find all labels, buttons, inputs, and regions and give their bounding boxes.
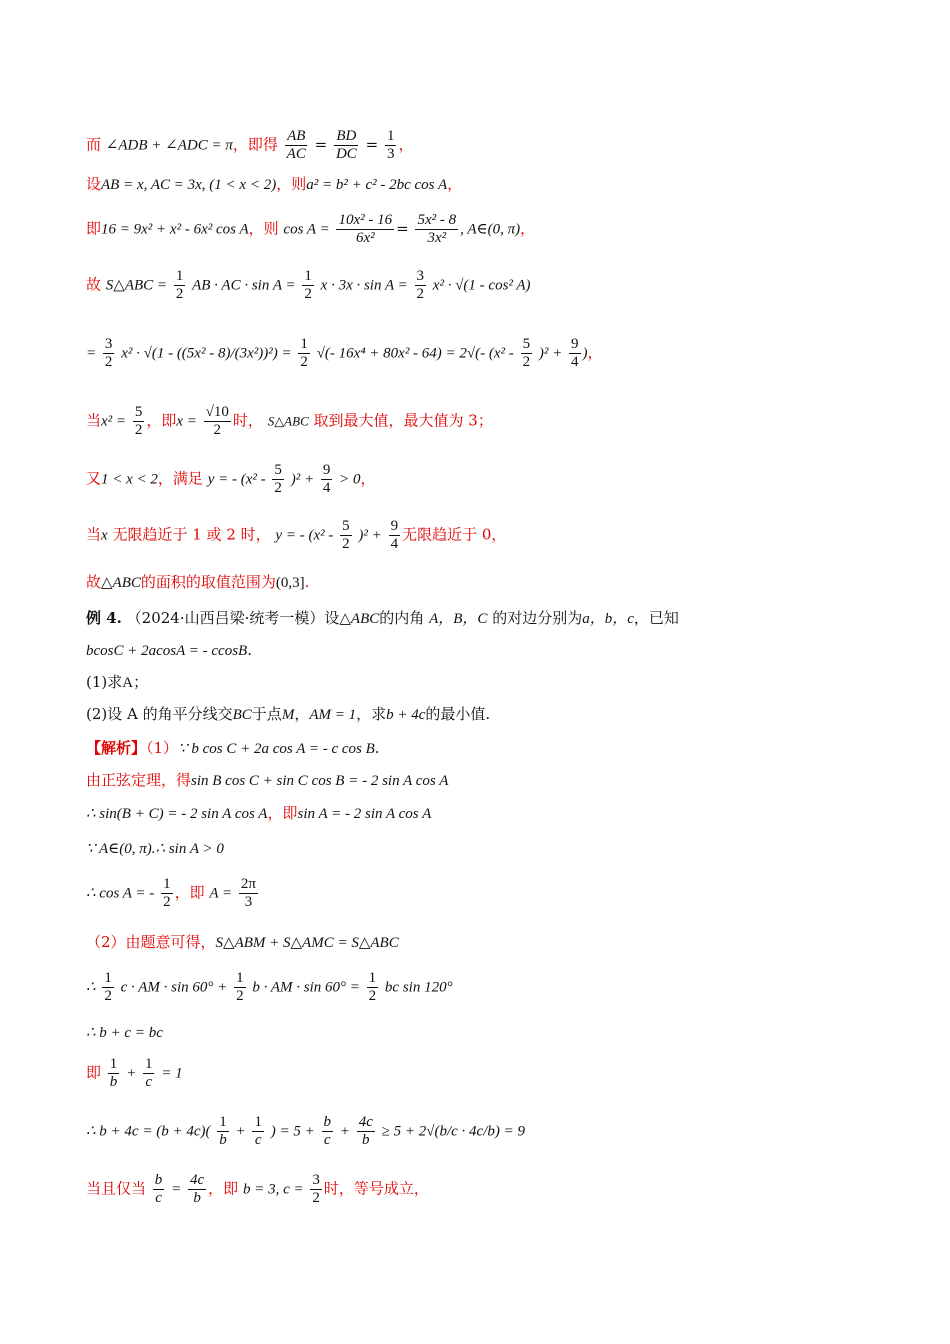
line-24: 当且仅当 $\frac{b}{c}$ = $\frac{4c}{b}$ ，即 b = 3, c = $\frac{3}{2}$ 时，等号成立， [86, 1172, 429, 1206]
line-14: 【解析】（1）∵ b cos C + 2a cos A = - c cos B. [86, 739, 380, 757]
line-3: 即16 = 9x² + x² - 6x² cos A，则 cos A = $\frac{\text{10x² - 16}}{\text{6x²}}$ = $\frac{\text{5x² - 8}}{\text{3x²}}$ , A∈(0, π)， [86, 212, 536, 246]
line-17: ∵ A∈(0, π).∴ sin A > 0 [86, 841, 224, 857]
line-8: 当x 无限趋近于 1 或 2 时， y = - (x² - $\frac{5}{2}$ )² + $\frac{9}{4}$ 无限趋近于 0， [86, 518, 507, 552]
line-23: ∴ b + 4c = (b + 4c)( $\frac{1}{b}$ + $\frac{1}{c}$ ) = 5 + $\frac{b}{c}$ + $\frac{4c}{b}$ ≥ 5 + 2√(b/c · 4c/b) = 9 [86, 1114, 525, 1148]
line-19: （2）由题意可得，S△ABM + S△AMC = S△ABC [86, 933, 399, 951]
line-2: 设AB = x, AC = 3x, (1 < x < 2)，则a² = b² + c² - 2bc cos A， [86, 175, 463, 193]
line-5: = $\frac{3}{2}$ x² · √(1 - ((5x² - 8)/(3x²))²) = $\frac{1}{2}$ √(- 16x⁴ + 80x² - 64) = 2√(- (x² - $\frac{5}{2}$ )² + $\frac{9}{4}$ )， [86, 336, 603, 370]
line-12: (1)求A； [86, 673, 149, 691]
line-9: 故△ABC的面积的取值范围为(0,3]. [86, 573, 310, 591]
line-1: 而 ∠ADB + ∠ADC = π，即得 $\frac{AB}{AC}$ = $\frac{BD}{DC}$ = $\frac{1}{3}$ ， [86, 128, 414, 162]
line-6: 当x² = $\frac{5}{2}$ ，即x = $\frac{√10}{2}$ 时， S△ABC 取到最大值，最大值为 3； [86, 404, 493, 438]
line-11: bcosC + 2acosA = - ccosB. [86, 641, 252, 659]
line-13: (2)设 A 的角平分线交BC于点M，AM = 1，求b + 4c的最小值. [86, 705, 491, 723]
line-16: ∴ sin(B + C) = - 2 sin A cos A，即sin A = - 2 sin A cos A [86, 804, 432, 822]
line-7: 又1 < x < 2，满足 y = - (x² - $\frac{5}{2}$ )² + $\frac{9}{4}$ > 0， [86, 462, 376, 496]
line-22: 即 $\frac{1}{b}$ + $\frac{1}{c}$ = 1 [86, 1056, 183, 1090]
line-15: 由正弦定理，得sin B cos C + sin C cos B = - 2 sin A cos A [86, 771, 449, 789]
line-18: ∴ cos A = - $\frac{1}{2}$ ，即 A = $\frac{2\pi}{3}$ [86, 876, 256, 910]
line-20: ∴ $\frac{1}{2}$ c · AM · sin 60° + $\frac{1}{2}$ b · AM · sin 60° = $\frac{1}{2}$ bc sin 120° [86, 970, 453, 1004]
example-4-heading: 例 4. （2024·山西吕梁·统考一模）设△ABC的内角 A，B，C 的对边分别为a，b，c，已知 [86, 609, 679, 627]
line-4: 故 S△ABC = $\frac{1}{2}$ AB · AC · sin A = $\frac{1}{2}$ x · 3x · sin A = $\frac{3}{2}$ x² · √(1 - cos² A) [86, 268, 531, 302]
line-21: ∴ b + c = bc [86, 1025, 163, 1041]
